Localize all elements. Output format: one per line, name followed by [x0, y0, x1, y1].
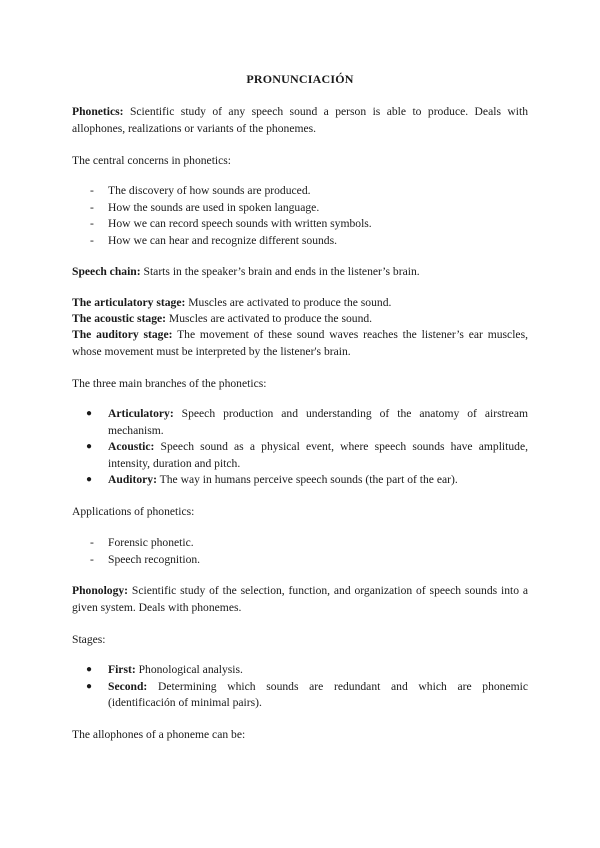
phonology-text: Scientific study of the selection, function, and organization of speech sounds into a given system. Deals with phonemes.	[72, 584, 528, 614]
stage-text: Muscles are activated to produce the sound.	[185, 296, 392, 309]
stage-term: The acoustic stage:	[72, 312, 167, 325]
phonology-term: Phonology:	[72, 584, 129, 597]
dash-marker: -	[90, 184, 94, 197]
phonology-definition	[72, 583, 528, 616]
stage-term: First:	[108, 663, 136, 676]
auditory-stage	[72, 327, 528, 360]
list-item	[72, 552, 528, 569]
list-item	[72, 439, 528, 472]
dash-marker: -	[90, 536, 94, 549]
list-item	[72, 535, 528, 552]
stage-text: Determining which sounds are redundant and which are phonemic (identificación of minimal pairs).	[108, 679, 528, 709]
branches-intro: The three main branches of the phonetics:	[72, 377, 267, 390]
list-item-text: The discovery of how sounds are produced.	[108, 184, 311, 197]
branch-text: Speech production and understanding of the anatomy of airstream mechanism.	[108, 407, 528, 437]
stage-term: The articulatory stage:	[72, 296, 186, 309]
speech-chain-text: Starts in the speaker’s brain and ends in the listener’s brain.	[140, 265, 420, 278]
phonetics-term: Phonetics:	[72, 105, 124, 118]
branch-text: Speech sound as a physical event, where speech sounds have amplitude, intensity, duration and pitch.	[108, 440, 528, 470]
applications-intro: Applications of phonetics:	[72, 505, 195, 518]
list-item	[72, 406, 528, 439]
articulatory-stage	[72, 295, 528, 312]
stage-text: Phonological analysis.	[135, 663, 243, 676]
allophones-intro: The allophones of a phoneme can be:	[72, 728, 246, 741]
list-item	[72, 200, 528, 217]
bullet-marker: ●	[86, 664, 93, 675]
branches-list	[72, 406, 528, 489]
bullet-marker: ●	[86, 408, 93, 419]
stage-text: The movement of these sound waves reaches the listener’s ear muscles, whose movement must be interpreted by the listener's brain.	[72, 328, 528, 358]
central-concerns-list	[72, 183, 528, 249]
branch-term: Articulatory:	[108, 407, 174, 420]
stages-list	[72, 662, 528, 712]
speech-chain-term: Speech chain:	[72, 265, 141, 278]
applications-list	[72, 535, 528, 568]
central-concerns-intro: The central concerns in phonetics:	[72, 154, 232, 167]
branch-text: The way in humans perceive speech sounds (the part of the ear).	[156, 473, 458, 486]
branch-term: Auditory:	[108, 473, 157, 486]
list-item	[72, 679, 528, 712]
list-item-text: How the sounds are used in spoken language.	[108, 200, 320, 214]
list-item	[72, 662, 528, 679]
list-item	[72, 183, 528, 200]
dash-marker: -	[90, 200, 94, 214]
dash-marker: -	[90, 552, 94, 566]
speech-chain-definition	[72, 264, 528, 281]
list-item	[72, 233, 528, 250]
stage-text: Muscles are activated to produce the sound.	[166, 312, 373, 325]
branch-term: Acoustic:	[108, 440, 155, 453]
list-item-text: How we can record speech sounds with written symbols.	[108, 217, 372, 230]
acoustic-stage	[72, 311, 528, 328]
list-item	[72, 472, 528, 489]
bullet-marker: ●	[86, 680, 93, 692]
stages-intro: Stages:	[72, 633, 106, 646]
list-item-text: Speech recognition.	[108, 552, 201, 566]
phonetics-definition	[72, 104, 528, 137]
list-item-text: How we can hear and recognize different sounds.	[108, 233, 337, 247]
list-item	[72, 216, 528, 233]
dash-marker: -	[90, 217, 94, 230]
stage-term: The auditory stage:	[72, 328, 173, 341]
dash-marker: -	[90, 233, 94, 247]
bullet-marker: ●	[86, 474, 93, 485]
stage-term: Second:	[108, 679, 148, 693]
list-item-text: Forensic phonetic.	[108, 536, 194, 549]
bullet-marker: ●	[86, 441, 93, 452]
page-title: PRONUNCIACIÓN	[246, 72, 354, 86]
phonetics-text: Scientific study of any speech sound a person is able to produce. Deals with allophones, realizations or variants of the phonemes.	[72, 105, 528, 135]
